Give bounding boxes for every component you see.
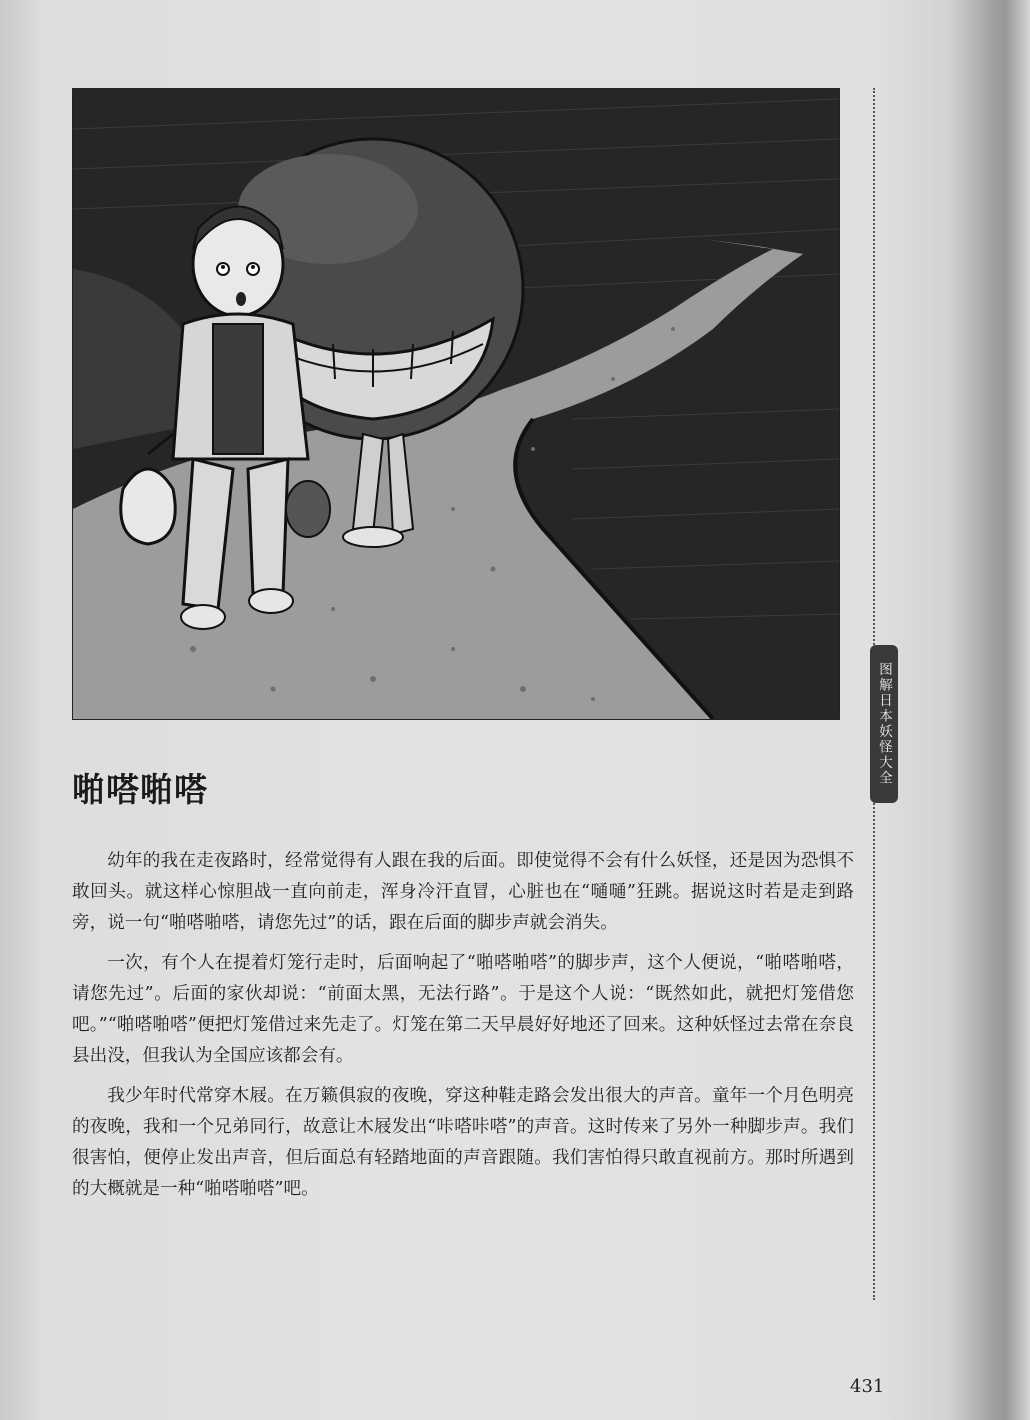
paragraph-1: 幼年的我在走夜路时，经常觉得有人跟在我的后面。即使觉得不会有什么妖怪，还是因为恐惧不敢回头。就这样心惊胆战一直向前走，浑身冷汗直冒，心脏也在“嗵嗵”狂跳。据说这时若是走到路旁，说一句“啪嗒啪嗒，请您先过”的话，跟在后面的脚步声就会消失。 bbox=[72, 851, 854, 933]
paragraph-3: 我少年时代常穿木屐。在万籁俱寂的夜晚，穿这种鞋走路会发出很大的声音。童年一个月色明亮的夜晚，我和一个兄弟同行，故意让木屐发出“咔嗒咔嗒”的声音。这时传来了另外一种脚步声。我们很害怕，便停止发出声音，但后面总有轻踏地面的声音跟随。我们害怕得只敢直视前方。那时所遇到的大概就是一种“啪嗒啪嗒”吧。 bbox=[72, 1086, 854, 1199]
paragraph-2: 一次，有个人在提着灯笼行走时，后面响起了“啪嗒啪嗒”的脚步声，这个人便说，“啪嗒啪嗒，请您先过”。后面的家伙却说：“前面太黑，无法行路”。于是这个人说：“既然如此，就把灯笼借您吧。”“啪嗒啪嗒”便把灯笼借过来先走了。灯笼在第二天早晨好好地还了回来。这种妖怪过去常在奈良县出没，但我认为全国应该都会有。 bbox=[72, 953, 854, 1066]
yokai-illustration bbox=[72, 88, 840, 720]
spine-shadow bbox=[950, 0, 1030, 1420]
article-title: 啪嗒啪嗒 bbox=[72, 770, 208, 809]
article-body bbox=[72, 846, 854, 1214]
page-number: 431 bbox=[850, 1376, 885, 1397]
side-tab-label: 图解日本妖怪大全 bbox=[876, 662, 892, 786]
chapter-side-tab bbox=[870, 645, 898, 803]
